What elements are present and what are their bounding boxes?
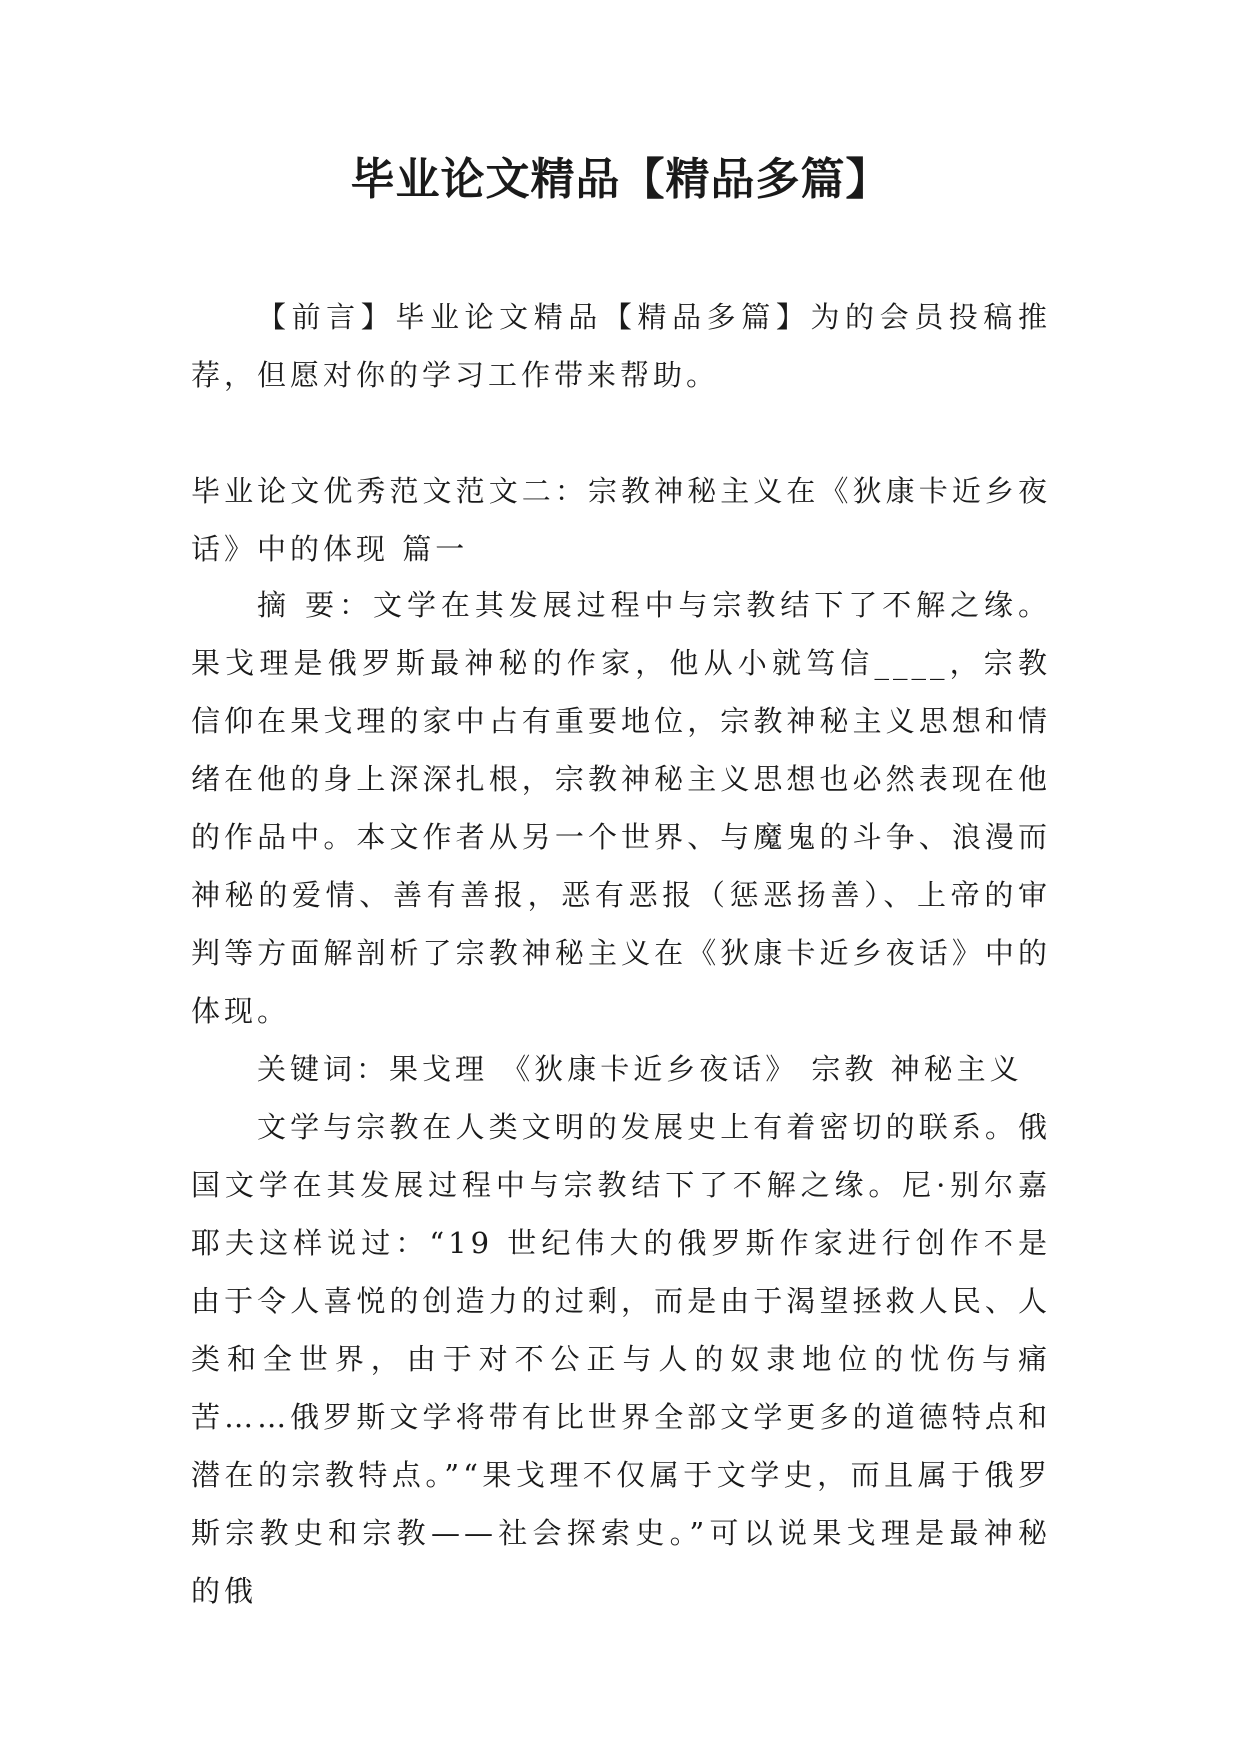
keywords-line: 关键词：果戈理 《狄康卡近乡夜话》 宗教 神秘主义 [257,1052,1023,1086]
document-title: 毕业论文精品【精品多篇】 [350,154,891,205]
intro-paragraph: 文学与宗教在人类文明的发展史上有着密切的联系。俄国文学在其发展过程中与宗教结下了不解之缘。尼·别尔嘉耶夫这样说过：“19 世纪伟大的俄罗斯作家进行创作不是由于令人喜悦的创造力的过剩，而是由于渴望拯救人民、人类和全世界，由于对不公正与人的奴隶地位的忧伤与痛苦……俄罗斯文学将带有比世界全部文学更多的道德特点和潜在的宗教特点。”“果戈理不仅属于文学史，而且属于俄罗斯宗教史和宗教——社会探索史。”可以说果戈理是最神秘的俄 [191,1110,1051,1608]
abstract-paragraph: 摘 要：文学在其发展过程中与宗教结下了不解之缘。果戈理是俄罗斯最神秘的作家，他从小就笃信____，宗教信仰在果戈理的家中占有重要地位，宗教神秘主义思想和情绪在他的身上深深扎根，宗教神秘主义思想也必然表现在他的作品中。本文作者从另一个世界、与魔鬼的斗争、浪漫而神秘的爱情、善有善报，恶有恶报（惩恶扬善）、上帝的审判等方面解剖析了宗教神秘主义在《狄康卡近乡夜话》中的体现。 [191,588,1051,1028]
preface-paragraph: 【前言】毕业论文精品【精品多篇】为的会员投稿推荐，但愿对你的学习工作带来帮助。 [191,300,1051,392]
section-heading: 毕业论文优秀范文范文二：宗教神秘主义在《狄康卡近乡夜话》中的体现 篇一 [191,474,1051,566]
